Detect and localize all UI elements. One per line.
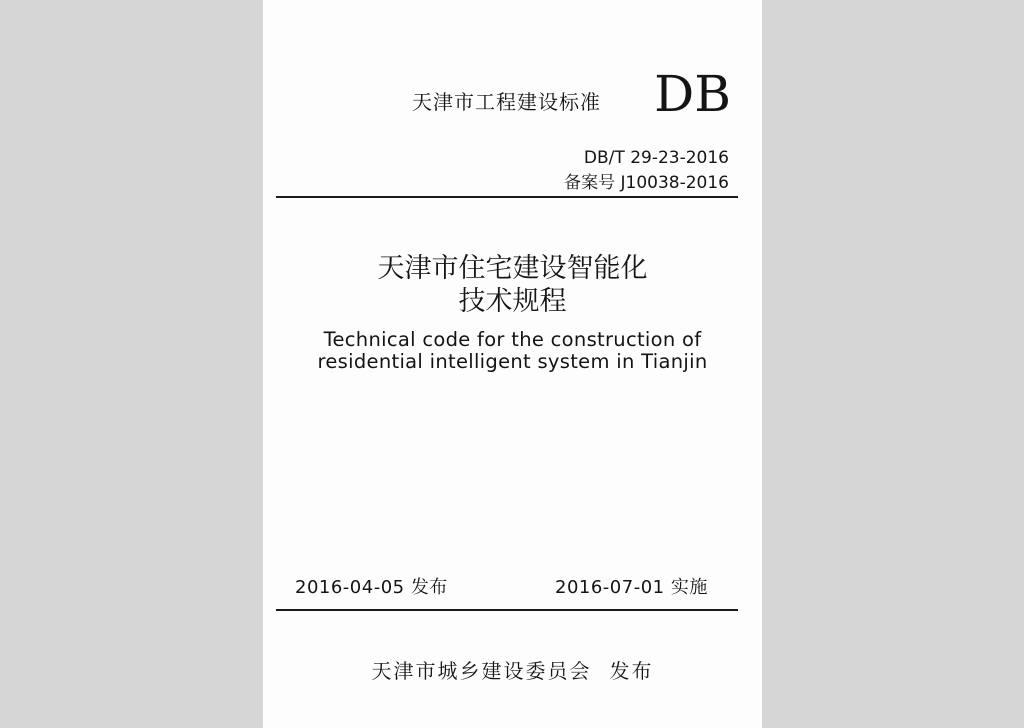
record-code: 备案号 J10038-2016	[564, 173, 729, 193]
db-mark: DB	[654, 65, 731, 123]
publisher-name: 天津市城乡建设委员会	[371, 659, 592, 683]
title-english-line-1: Technical code for the construction of	[323, 328, 702, 351]
document-cover	[263, 0, 762, 728]
implementation-date: 2016-07-01 实施	[555, 577, 708, 598]
publisher-line	[263, 658, 762, 684]
top-divider	[276, 196, 738, 198]
standard-series-name: 天津市工程建设标准	[412, 90, 601, 114]
standard-code: DB/T 29-23-2016	[583, 148, 729, 168]
issue-date: 2016-04-05 发布	[295, 577, 448, 598]
publisher-action: 发布	[609, 659, 654, 683]
title-chinese-line-1: 天津市住宅建设智能化	[377, 253, 648, 284]
bottom-divider	[276, 609, 738, 611]
title-chinese-line-2: 技术规程	[458, 286, 567, 317]
title-english-line-2: residential intelligent system in Tianjin	[317, 350, 708, 373]
